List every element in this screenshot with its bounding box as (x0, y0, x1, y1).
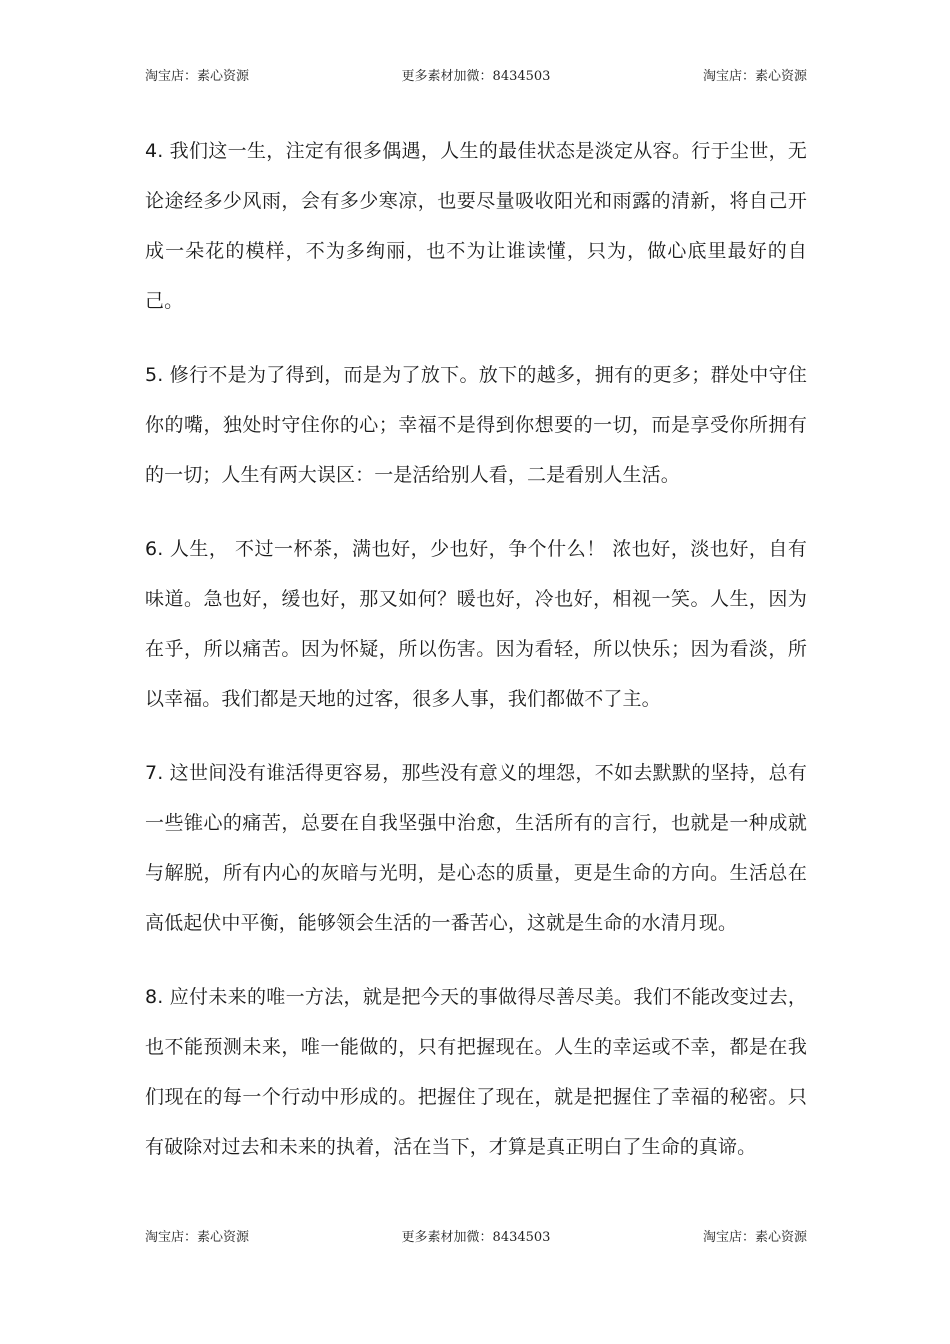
paragraph-4: 4. 我们这一生，注定有很多偶遇，人生的最佳状态是淡定从容。行于尘世，无论途经多少风雨，会有多少寒凉，也要尽量吸收阳光和雨露的清新，将自己开成一朵花的模样，不为多绚丽，也不为让谁读懂，只为，做心底里最好的自己。 (145, 140, 807, 312)
footer-right-text: 淘宝店：素心资源 (702, 1230, 807, 1245)
header-right-text: 淘宝店：素心资源 (702, 69, 807, 84)
header-left-text: 淘宝店：素心资源 (145, 69, 250, 84)
page-footer (145, 1228, 807, 1248)
paragraph-7: 7. 这世间没有谁活得更容易，那些没有意义的埋怨，不如去默默的坚持，总有一些锥心的痛苦，总要在自我坚强中治愈，生活所有的言行，也就是一种成就与解脱，所有内心的灰暗与光明，是心态的质量，更是生命的方向。生活总在高低起伏中平衡，能够领会生活的一番苦心，这就是生命的水清月现。 (145, 762, 807, 934)
document-body (145, 126, 807, 1196)
page-header (145, 67, 807, 87)
footer-left-text: 淘宝店：素心资源 (145, 1230, 250, 1245)
paragraph-8: 8. 应付未来的唯一方法，就是把今天的事做得尽善尽美。我们不能改变过去，也不能预测未来，唯一能做的，只有把握现在。人生的幸运或不幸，都是在我们现在的每一个行动中形成的。把握住了现在，就是把握住了幸福的秘密。只有破除对过去和未来的执着，活在当下，才算是真正明白了生命的真谛。 (145, 986, 807, 1158)
paragraph-6: 6. 人生， 不过一杯茶，满也好，少也好，争个什么！ 浓也好，淡也好，自有味道。急也好，缓也好，那又如何？暖也好，冷也好，相视一笑。人生，因为在乎，所以痛苦。因为怀疑，所以伤害。因为看轻，所以快乐；因为看淡，所以幸福。我们都是天地的过客，很多人事，我们都做不了主。 (145, 538, 807, 710)
paragraph-5: 5. 修行不是为了得到，而是为了放下。放下的越多，拥有的更多；群处中守住你的嘴，独处时守住你的心；幸福不是得到你想要的一切，而是享受你所拥有的一切；人生有两大误区：一是活给别人看，二是看别人生活。 (145, 364, 807, 486)
footer-center-text: 更多素材加微：8434503 (401, 1230, 551, 1245)
header-center-text: 更多素材加微：8434503 (401, 69, 551, 84)
